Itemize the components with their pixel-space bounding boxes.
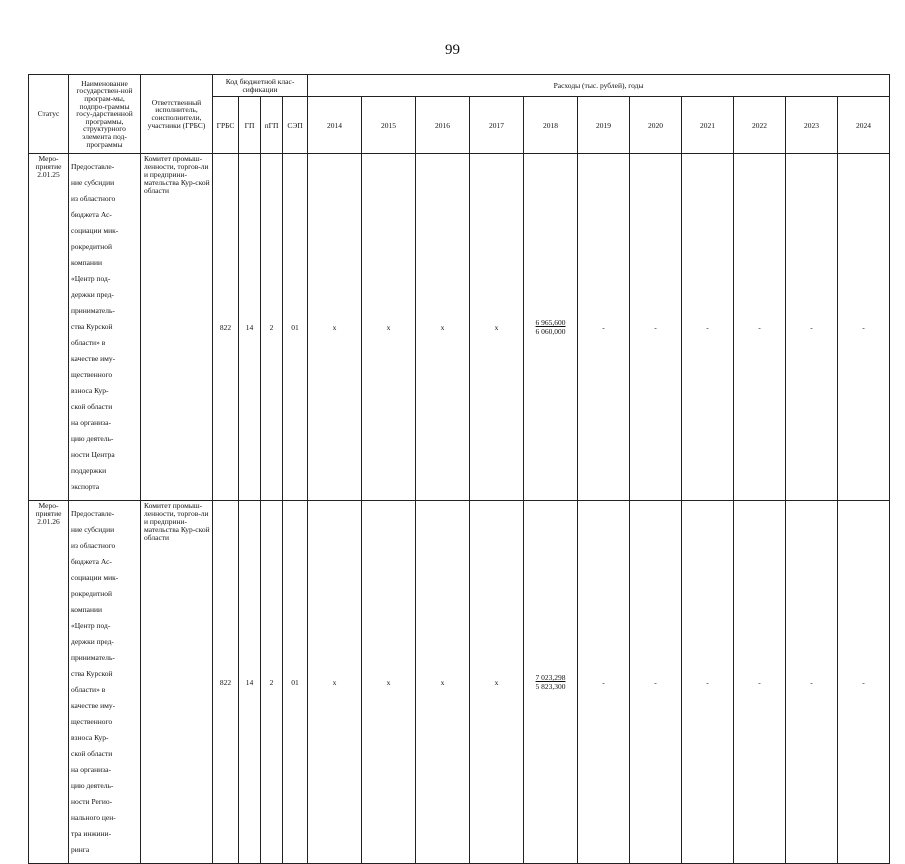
header-year-2024: 2024 bbox=[838, 97, 890, 154]
row-2018-plan: 7 023,298 bbox=[535, 673, 566, 682]
row-2016: х bbox=[416, 501, 470, 864]
row-2023: - bbox=[786, 501, 838, 864]
row-2016: х bbox=[416, 154, 470, 501]
row-2018 bbox=[524, 501, 578, 864]
header-year-2014: 2014 bbox=[308, 97, 362, 154]
header-status: Статус bbox=[29, 75, 69, 154]
header-gp: ГП bbox=[239, 97, 261, 154]
header-row-top bbox=[29, 75, 890, 97]
row-name: Предоставле- ние субсидии из областного бюджета Ас- социации мик- рокредитной компании «Центр под- держки пред- приниматель- ства Курской области» в качестве иму- щественного взноса Кур- ской области на организа- цию деятель- ности Регио- нального цен- тра инжини- ринга bbox=[69, 501, 141, 864]
header-expenses: Расходы (тыс. рублей), годы bbox=[308, 75, 890, 97]
header-pgp: пГП bbox=[261, 97, 283, 154]
header-year-2015: 2015 bbox=[362, 97, 416, 154]
row-code-gp: 14 bbox=[239, 154, 261, 501]
row-2019: - bbox=[578, 501, 630, 864]
header-name: Наименование государствен-ной програм-мы, подпро-граммы госу-дарственной программы, структурного элемента под-программы bbox=[69, 75, 141, 154]
header-year-2021: 2021 bbox=[682, 97, 734, 154]
row-responsible: Комитет промыш-ленности, торгов-ли и предприни-мательства Кур-ской области bbox=[141, 154, 213, 501]
row-2015: х bbox=[362, 501, 416, 864]
row-name: Предоставле- ние субсидии из областного бюджета Ас- социации мик- рокредитной компании «Центр под- держки пред- приниматель- ства Курской области» в качестве иму- щественного взноса Кур- ской области на организа- цию деятель- ности Центра поддержки экспорта bbox=[69, 154, 141, 501]
budget-table bbox=[28, 74, 890, 864]
row-2017: х bbox=[470, 154, 524, 501]
header-year-2017: 2017 bbox=[470, 97, 524, 154]
row-2014: х bbox=[308, 501, 362, 864]
row-2024: - bbox=[838, 501, 890, 864]
row-code-sep: 01 bbox=[283, 501, 308, 864]
row-code-grbs: 822 bbox=[213, 154, 239, 501]
row-2018-actual: 6 060,000 bbox=[535, 327, 566, 336]
row-2020: - bbox=[630, 154, 682, 501]
row-2021: - bbox=[682, 154, 734, 501]
header-grbs: ГРБС bbox=[213, 97, 239, 154]
row-status: Меро-приятие 2.01.26 bbox=[29, 501, 69, 864]
row-code-pgp: 2 bbox=[261, 501, 283, 864]
header-year-2018: 2018 bbox=[524, 97, 578, 154]
header-responsible: Ответственный исполнитель, соисполнители, участники (ГРБС) bbox=[141, 75, 213, 154]
row-2023: - bbox=[786, 154, 838, 501]
row-code-pgp: 2 bbox=[261, 154, 283, 501]
row-2022: - bbox=[734, 154, 786, 501]
header-year-2019: 2019 bbox=[578, 97, 630, 154]
row-2014: х bbox=[308, 154, 362, 501]
header-year-2023: 2023 bbox=[786, 97, 838, 154]
row-responsible: Комитет промыш-ленности, торгов-ли и предприни-мательства Кур-ской области bbox=[141, 501, 213, 864]
row-status: Меро-приятие 2.01.25 bbox=[29, 154, 69, 501]
row-code-gp: 14 bbox=[239, 501, 261, 864]
page-number: 99 bbox=[445, 42, 460, 58]
row-2022: - bbox=[734, 501, 786, 864]
row-code-grbs: 822 bbox=[213, 501, 239, 864]
row-2020: - bbox=[630, 501, 682, 864]
header-budget-code: Код бюджетной клас-сификации bbox=[213, 75, 308, 97]
row-2015: х bbox=[362, 154, 416, 501]
row-code-sep: 01 bbox=[283, 154, 308, 501]
header-year-2016: 2016 bbox=[416, 97, 470, 154]
row-2018 bbox=[524, 154, 578, 501]
table-row bbox=[29, 501, 890, 864]
row-2024: - bbox=[838, 154, 890, 501]
row-2021: - bbox=[682, 501, 734, 864]
header-year-2020: 2020 bbox=[630, 97, 682, 154]
header-sep: СЭП bbox=[283, 97, 308, 154]
row-2017: х bbox=[470, 501, 524, 864]
header-year-2022: 2022 bbox=[734, 97, 786, 154]
row-2018-actual: 5 823,300 bbox=[535, 682, 566, 691]
row-2019: - bbox=[578, 154, 630, 501]
row-2018-plan: 6 965,600 bbox=[535, 318, 566, 327]
table-row bbox=[29, 154, 890, 501]
